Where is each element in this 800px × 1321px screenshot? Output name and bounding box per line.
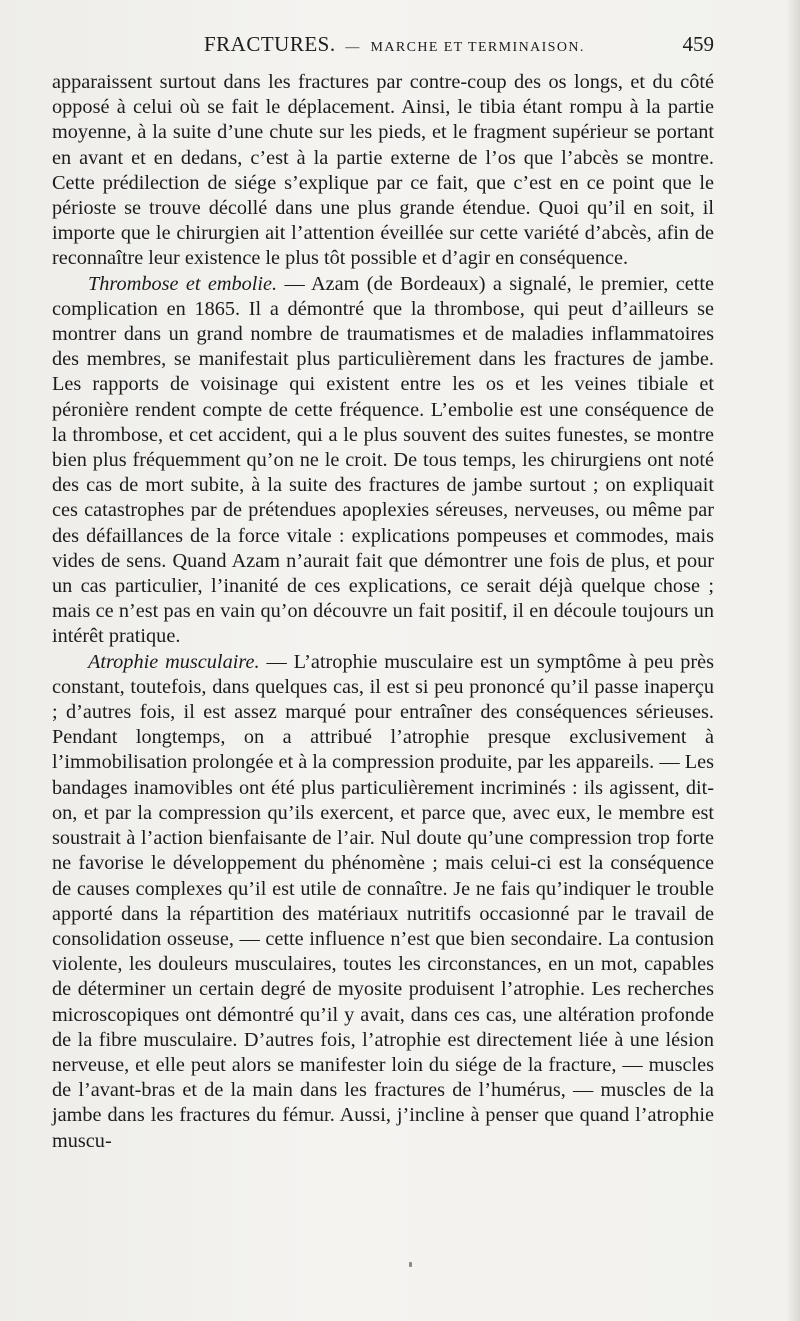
paragraph-text: — Azam (de Bordeaux) a signalé, le premier, cette complication en 1865. Il a démontré que la thrombose, qui peut d’ailleurs se montrer dans un grand nombre de traumatismes et de maladies inflammatoires des membres, se manifestait plus particulièrement dans les fractures de jambe. Les rapports de voisinage qui existent entre les os et les veines tibiale et péronière rendent compte de cette fréquence. L’embolie est une conséquence de la thrombose, et cet accident, qui a le plus souvent des suites funestes, se montre bien plus fréquemment qu’on ne le croit. De tous temps, les chirurgiens ont noté des cas de mort subite, à la suite des fractures de jambe surtout ; on expliquait ces catastrophes par de prétendues apoplexies séreuses, nerveuses, ou même par des défaillances de la force vitale : explications pompeuses et commodes, mais vides de sens. Quand Azam n’aurait fait que démontrer une fois de plus, et pour un cas particulier, l’inanité de ces explications, ce serait déjà quelque chose ; mais ce n’est pas en vain qu’on découvre un fait positif, il en découle toujours un intérêt pratique. <box>52 272 714 648</box>
title-dash: — <box>345 40 361 55</box>
paragraph-atrophie <box>52 650 714 1154</box>
page-edge-shadow <box>786 0 800 1321</box>
paragraph-abces <box>52 70 714 272</box>
section-subtitle: MARCHE ET TERMINAISON. <box>370 40 585 55</box>
running-title <box>204 32 585 57</box>
section-heading-thrombose: Thrombose et embolie. <box>88 272 278 295</box>
paragraph-text: apparaissent surtout dans les fractures par contre-coup des os longs, et du côté opposé à celui où se fait le déplacement. Ainsi, le tibia étant rompu à la partie moyenne, à la suite d’une chute sur les pieds, et le fragment supérieur se portant en avant et en dedans, c’est à la partie externe de l’os que l’abcès se montre. Cette prédilection de siége s’explique par ce fait, que c’est en ce point que le périoste se trouve décollé dans une plus grande étendue. Quoi qu’il en soit, il importe que le chirurgien ait l’attention éveillée sur cette variété d’abcès, afin de reconnaître leur existence le plus tôt possible et d’agir en conséquence. <box>52 71 714 270</box>
ink-speck <box>409 1262 412 1267</box>
section-heading-atrophie: Atrophie musculaire. <box>88 650 260 673</box>
page-number: 459 <box>682 32 714 56</box>
paragraph-text: — L’atrophie musculaire est un symptôme à peu près constant, toutefois, dans quelques cas, il est si peu prononcé qu’il passe inaperçu ; d’autres fois, il est assez marqué pour entraîner des conséquences sérieuses. Pendant longtemps, on a attribué l’atrophie presque exclusivement à l’immobilisation prolongée et à la compression produite, par les appareils. — Les bandages inamovibles ont été plus particulièrement incriminés : ils agissent, dit-on, et par la compression qu’ils exercent, et parce que, avec eux, le membre est soustrait à l’action bienfaisante de l’air. Nul doute qu’une compression trop forte ne favorise le développement du phénomène ; mais celui-ci est la conséquence de causes complexes qu’il est utile de connaître. Je ne fais qu’indiquer le trouble apporté dans la répartition des matériaux nutritifs occasionné par le travail de consolidation osseuse, — cette influence n’est que bien secondaire. La contusion violente, les douleurs musculaires, toutes les circonstances, en un mot, capables de déterminer un certain degré de myosite produisent l’atrophie. Les recherches microscopiques ont démontré qu’il y avait, dans ces cas, une altération profonde de la fibre musculaire. D’autres fois, l’atrophie est directement liée à une lésion nerveuse, et elle peut alors se manifester loin du siége de la fracture, — muscles de l’avant-bras et de la main dans les fractures de l’humérus, — muscles de la jambe dans les fractures du fémur. Aussi, j’incline à penser que quand l’atrophie muscu- <box>52 650 714 1152</box>
chapter-title: FRACTURES. <box>204 32 336 56</box>
paragraph-thrombose <box>52 272 714 650</box>
running-head <box>52 32 714 62</box>
body-text <box>52 70 714 1154</box>
